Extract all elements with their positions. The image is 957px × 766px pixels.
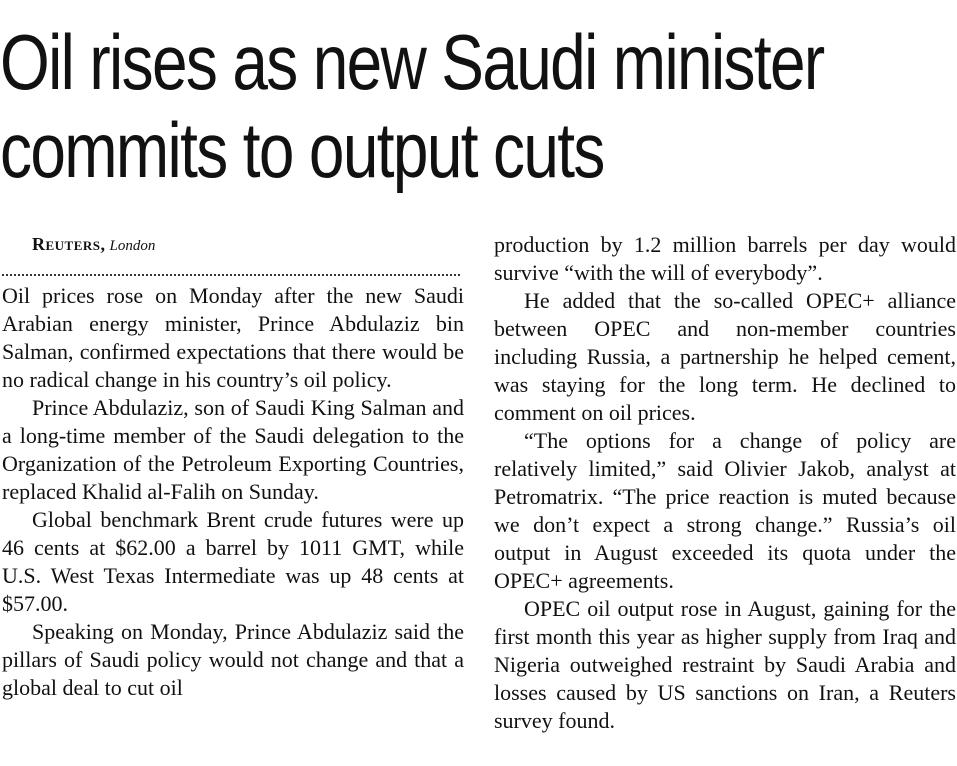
paragraph: He added that the so-called OPEC+ alliance between OPEC and non-member countries including Russia, a partnership he helped cement, was staying for the long term. He declined to comment on oil prices.: [494, 288, 956, 425]
paragraph: OPEC oil output rose in August, gaining for the first month this year as higher supply from Iraq and Nigeria outweighed restraint by Saudi Arabia and losses caused by US sanctions on Iran, a Reuters survey found.: [494, 596, 956, 733]
paragraph: Global benchmark Brent crude futures were up 46 cents at $62.00 a barrel by 1011 GMT, while U.S. West Texas Intermediate was up 48 cents at $57.00.: [2, 507, 464, 616]
article-column-left: [2, 232, 464, 702]
paragraph: Oil prices rose on Monday after the new Saudi Arabian energy minister, Prince Abdulaziz bin Salman, confirmed expectations that there would be no radical change in his country’s oil policy.: [2, 283, 464, 392]
paragraph: Prince Abdulaziz, son of Saudi King Salman and a long-time member of the Saudi delegation to the Organization of the Petroleum Exporting Countries, replaced Khalid al-Falih on Sunday.: [2, 395, 464, 504]
article-column-right: [494, 231, 956, 735]
headline-line-1: Oil rises as new Saudi minister: [0, 18, 824, 106]
byline-agency: Reuters,: [32, 234, 106, 254]
byline-place: London: [109, 238, 156, 254]
paragraph: Speaking on Monday, Prince Abdulaziz said the pillars of Saudi policy would not change and that a global deal to cut oil: [2, 619, 464, 700]
headline: [0, 18, 824, 194]
paragraph: “The options for a change of policy are relatively limited,” said Olivier Jakob, analyst at Petromatrix. “The price reaction is muted because we don’t expect a strong change.” Russia’s oil output in August exceeded its quota under the OPEC+ agreements.: [494, 428, 956, 593]
dotted-divider: [2, 264, 460, 276]
paragraph: production by 1.2 million barrels per day would survive “with the will of everybody”.: [494, 232, 956, 285]
byline: [2, 232, 464, 256]
headline-line-2: commits to output cuts: [0, 106, 604, 194]
